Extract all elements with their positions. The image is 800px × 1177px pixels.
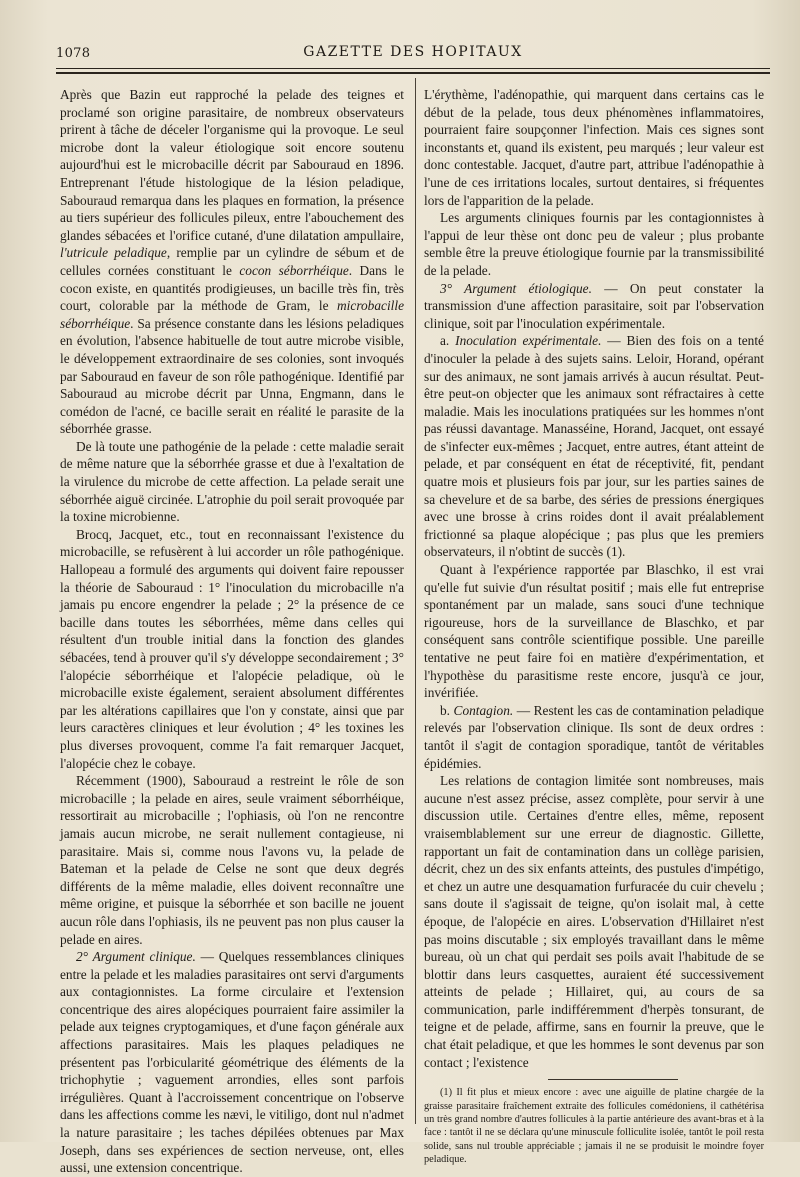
header-double-rule bbox=[56, 72, 770, 74]
section-heading: Inoculation expérimentale. bbox=[455, 333, 602, 349]
paragraph: De là toute une pathogénie de la pelade : cette maladie serait de même nature que la séborrhée grasse et due à l'exaltation de la virulence du microbe de cette affection. La pelade serait une séborrhée aiguë circinée. L'atrophie du poil serait provoquée par la toxine microbienne. bbox=[60, 438, 404, 525]
paragraph: a. Inoculation expérimentale. — Bien des fois on a tenté d'inoculer la pelade à des sujets sains. Leloir, Horand, opérant sur des animaux, ne sont jamais arrivés à aucun résultat. Peut-être peut-on objecter que les animaux sont réfractaires à cette maladie. Mais les inoculations pratiquées sur les hommes n'ont pas réussi davantage. Manasséine, Horand, Jacquet, ont essayé de s'infecter eux-mêmes ; Jacquet, entre autres, étant atteint de pelade, et par conséquent en état de réceptivité, fit, pendant quatre mois et plusieurs fois par jour, sur les parties saines de sa chevelure et de sa barbe, des séries de pressions énergiques avec une brosse à crins roides dont il avait préalablement frictionné sa plaque alopécique ; pas plus que les premiers observateurs, il n'obtint de succès (1). bbox=[424, 333, 764, 560]
left-column bbox=[60, 86, 404, 1177]
paragraph: Brocq, Jacquet, etc., tout en reconnaissant l'existence du microbacille, se refusèrent à lui accorder un rôle pathogénique. Hallopeau a formulé des arguments qui doivent faire repousser la théorie de Sabouraud : 1° l'inoculation du microbacille n'a jamais pu encore engendrer la pelade ; 2° la présence de ce bacille dans toutes les séborrhées, même dans celles qui résultent d'un trouble initial dans la fonction des glandes sébacées, tend à prouver qu'il s'y développe secondairement ; 3° l'alopécie séborrhéique et l'alopécie peladique, où le microbacille existe également, seraient absolument différentes par les altérations capillaires que l'on y constate, ainsi que par leurs caractères cliniques et leur évolution ; 4° les toxines les plus diverses provoquent, comme l'a fait remarquer Jacquet, l'alopécie chez le cobaye. bbox=[60, 526, 404, 771]
running-title: GAZETTE DES HOPITAUX bbox=[303, 44, 523, 60]
paragraph: 3° Argument étiologique. — On peut constater la transmission d'une affection parasitaire, soit par l'observation clinique, soit par l'inoculation expérimentale. bbox=[424, 280, 764, 331]
page-number: 1078 bbox=[56, 46, 91, 61]
section-heading: Contagion. bbox=[453, 702, 514, 718]
paragraph: Récemment (1900), Sabouraud a restreint le rôle de son microbacille ; la pelade en aires, seule vraiment séborrhéique, ressortirait au microbacille ; l'ophiasis, où l'on ne rencontre jamais aucun microbe, ne serait nullement contagieuse, ni parasitaire. Mais si, comme nous l'avons vu, la pelade de Bateman et la pelade de Celse ne sont que deux degrés différents de la même maladie, elles doivent reconnaître une même origine, et puisque la séborrhée et son bacille ne jouent aucun rôle dans l'ophiasis, ils ne peuvent pas non plus causer la pelade en aires. bbox=[60, 773, 404, 947]
paragraph: Les relations de contagion limitée sont nombreuses, mais aucune n'est assez précise, assez complète, pour servir à une discussion utile. Certaines d'entre elles, même, reposent vraisemblablement sur une erreur de diagnostic. Gillette, rapportant un fait de contamination dans un collège parisien, décrit, chez un des six enfants atteints, des pustules d'impétigo, et chez un autre une desquamation furfuracée du cuir chevelu ; sans doute il s'agissait de teigne, qu'on isolait mal, à cette époque, de l'alopécie en aires. L'observation d'Hillairet n'est pas moins discutable ; six employés travaillant dans le même bureau, où un chat qui perdait ses poils avait l'habitude de se blottir dans leurs casquettes, auraient été successivement atteints de pelade ; Hillairet, qui, au cours de sa communication, parle indifféremment d'herpès tonsurant, de teigne et de pelade, affirme, sans en fournir la preuve, que le chat était peladique, et que les hommes le sont devenus par son contact ; l'existence bbox=[424, 773, 764, 1070]
paragraph: 2° Argument clinique. — Quelques ressemblances cliniques entre la pelade et les maladies parasitaires ont servi d'arguments aux contagionnistes. La forme circulaire et l'extension concentrique des aires alopéciques pourraient faire assimiler la pelade aux teignes cryptogamiques, et d'une façon générale aux affections parasitaires. Mais les plaques peladiques ne présentent pas l'orbicularité géométrique des éléments de la trichophytie ; vaguement arrondies, elles sont parfois irrégulières. Quant à l'accroissement concentrique on l'observe dans les affections comme les nævi, le vitiligo, dont nul n'admet la nature parasitaire ; les taches dépilées obtenues par Max Joseph, dans ses expériences de section nerveuse, ont, elles aussi, une extension concentrique. bbox=[60, 949, 405, 1176]
footnote: (1) Il fit plus et mieux encore : avec une aiguille de platine chargée de la graisse parasitaire fraîchement extraite des follicules comédoniens, il cathétérisa un très grand nombre d'autres follicules à la partie antérieure des avant-bras et à la face : tantôt il ne se déclara qu'une minuscule folliculite isolée, tantôt le poil resta solide, sans nul trouble appréciable ; jamais il ne se produisit le moindre foyer peladique. bbox=[424, 1087, 764, 1166]
paragraph: Les arguments cliniques fournis par les contagionnistes à l'appui de leur thèse ont donc peu de valeur ; plus probante semble être la preuve étiologique fournie par la transmissibilité de la pelade. bbox=[424, 210, 764, 278]
paragraph: L'érythème, l'adénopathie, qui marquent dans certains cas le début de la pelade, tous deux phénomènes inflammatoires, pourraient faire soupçonner l'infection. Mais ces signes sont inconstants et, quand ils existent, peu marqués ; leur valeur est donc contestable. Jacquet, d'autre part, attribue l'adénopathie à l'une de ces irritations locales, surtout dentaires, si fréquentes lors de l'apparition de la pelade. bbox=[424, 87, 764, 208]
header-rule bbox=[56, 68, 770, 69]
paragraph: Quant à l'expérience rapportée par Blaschko, il est vrai qu'elle fut suivie d'un résultat positif ; mais elle fut entreprise spontanément par un malade, sans souci d'une technique rigoureuse, hors de la surveillance de Blaschko, et par conséquent sans contrôle scientifique possible. Une pareille tentative ne peut faire foi en matière d'expérimentation, et l'hypothèse du parasitisme reste encore, jusqu'à ce jour, invérifiée. bbox=[424, 562, 764, 701]
section-heading: 3° Argument étiologique. bbox=[440, 280, 592, 296]
paragraph: b. Contagion. — Restent les cas de contamination peladique relevés par l'observation clinique. Ils sont de deux ordres : tantôt il s'agit de contagion sporadique, tantôt de véritables épidémies. bbox=[424, 702, 764, 771]
page-header bbox=[56, 42, 770, 64]
right-column bbox=[424, 86, 764, 1167]
column-divider bbox=[415, 78, 416, 1124]
section-heading: 2° Argument clinique. bbox=[76, 949, 196, 965]
footnote-rule bbox=[548, 1079, 678, 1080]
paragraph: Après que Bazin eut rapproché la pelade des teignes et proclamé son origine parasitaire, de nombreux observateurs prirent à tâche de déceler l'organisme qui la provoque. Le seul microbe dont la valeur étiologique soit encore soutenu aujourd'hui est le microbacille décrit par Sabouraud en 1896. Entreprenant l'étude histologique de la lésion peladique, Sabouraud remarqua dans les plaques en formation, la présence au tiers supérieur des follicules pileux, entre l'abouchement des glandes sébacées et l'orifice cutané, d'une dilatation ampullaire, l'utricule peladique, remplie par un cylindre de sébum et de cellules cornées constituant le cocon séborrhéique. Dans le cocon existe, en quantités prodigieuses, un bacille très fin, très court, colorable par la méthode de Gram, le microbacille séborrhéique. Sa présence constante dans les lésions peladiques en évolution, l'absence habituelle de tout autre microbe visible, le développement extraordinaire de ses colonies, sont invoqués par Sabouraud en faveur de son rôle pathogénique. Identifié par Sabouraud au microbe décrit par Unna, Engmann, dans le comédon de l'acné, ce bacille serait en réalité le parasite de la séborrhée grasse. bbox=[60, 87, 405, 437]
